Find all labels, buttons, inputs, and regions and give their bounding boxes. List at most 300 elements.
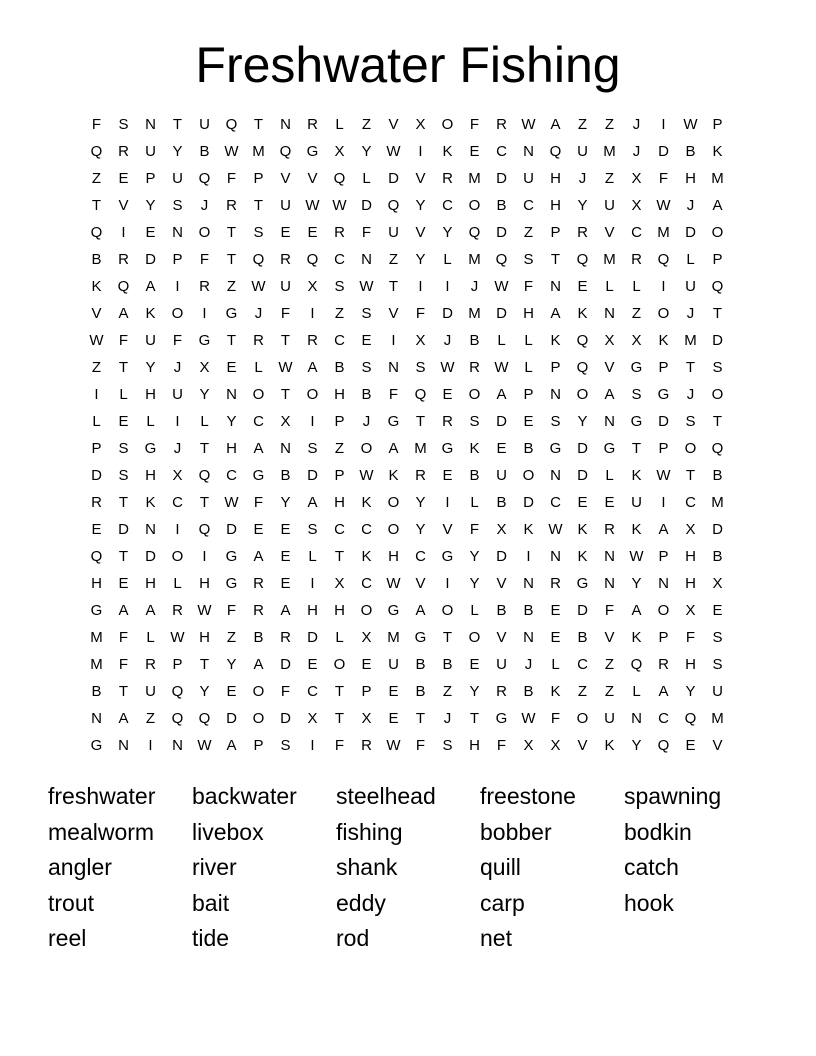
grid-letter: E (523, 413, 534, 430)
grid-letter: G (225, 548, 238, 565)
grid-letter: D (145, 548, 156, 565)
grid-letter: Y (577, 413, 588, 430)
grid-letter: H (145, 575, 156, 592)
grid-letter: C (361, 575, 372, 592)
grid-letter: I (202, 305, 207, 322)
grid-letter: U (712, 683, 723, 700)
grid-letter: R (658, 656, 669, 673)
grid-letter: K (631, 521, 642, 538)
grid-letter: J (524, 656, 533, 673)
grid-letter: E (307, 224, 318, 241)
word-bank-item: fishing (336, 818, 403, 845)
grid-letter: J (578, 170, 587, 187)
grid-letter: L (605, 278, 614, 295)
grid-letter: K (631, 629, 642, 646)
word-bank-item: livebox (192, 818, 264, 845)
grid-letter: Y (145, 197, 156, 214)
grid-letter: R (226, 197, 237, 214)
grid-letter: R (91, 494, 102, 511)
grid-letter: P (172, 251, 183, 268)
grid-row (83, 732, 731, 759)
grid-letter: F (280, 683, 291, 700)
grid-letter: B (712, 548, 723, 565)
grid-letter: V (415, 170, 426, 187)
grid-letter: I (445, 278, 450, 295)
grid-letter: A (226, 737, 237, 754)
grid-letter: W (629, 548, 644, 565)
grid-letter: Z (226, 629, 237, 646)
grid-letter: B (199, 143, 210, 160)
grid-letter: B (496, 494, 507, 511)
grid-letter: U (604, 710, 615, 727)
word-bank-item: tide (192, 925, 230, 952)
grid-row (83, 516, 731, 543)
grid-row (83, 111, 731, 138)
word-bank-item: river (192, 854, 237, 881)
grid-letter: V (712, 737, 723, 754)
grid-letter: E (118, 575, 129, 592)
grid-letter: G (630, 413, 643, 430)
grid-letter: D (280, 656, 291, 673)
grid-letter: J (632, 116, 641, 133)
grid-letter: W (494, 278, 509, 295)
grid-letter: B (685, 143, 696, 160)
grid-letter: E (604, 494, 615, 511)
grid-letter: E (712, 602, 723, 619)
grid-letter: V (604, 359, 615, 376)
grid-letter: K (604, 737, 615, 754)
grid-letter: B (415, 656, 426, 673)
grid-letter: Q (630, 656, 643, 673)
grid-letter: X (685, 521, 696, 538)
grid-letter: B (361, 386, 372, 403)
grid-letter: G (603, 440, 616, 457)
grid-letter: W (386, 737, 401, 754)
grid-letter: D (388, 170, 399, 187)
grid-letter: X (199, 359, 210, 376)
grid-letter: Y (631, 575, 642, 592)
grid-letter: I (445, 494, 450, 511)
grid-letter: N (280, 440, 291, 457)
grid-letter: Q (468, 224, 481, 241)
grid-letter: B (523, 602, 534, 619)
grid-letter: M (657, 224, 670, 241)
grid-letter: K (91, 278, 102, 295)
grid-letter: Z (91, 359, 102, 376)
grid-letter: D (496, 170, 507, 187)
grid-letter: N (550, 386, 561, 403)
grid-letter: L (470, 602, 479, 619)
grid-letter: Z (604, 683, 615, 700)
grid-letter: Z (523, 224, 534, 241)
grid-letter: T (280, 386, 291, 403)
grid-letter: Q (198, 170, 211, 187)
grid-letter: S (172, 197, 183, 214)
grid-letter: W (656, 197, 671, 214)
grid-letter: E (550, 602, 561, 619)
grid-letter: A (118, 602, 129, 619)
grid-letter: M (684, 332, 697, 349)
grid-row (83, 462, 731, 489)
grid-letter: I (148, 737, 153, 754)
grid-letter: H (307, 602, 318, 619)
letter-grid (83, 111, 731, 759)
grid-letter: Q (684, 710, 697, 727)
grid-letter: E (118, 413, 129, 430)
grid-letter: Q (576, 332, 589, 349)
grid-letter: O (252, 710, 265, 727)
grid-letter: L (470, 494, 479, 511)
grid-letter: U (280, 197, 291, 214)
grid-letter: H (388, 548, 399, 565)
grid-letter: S (550, 413, 561, 430)
grid-letter: W (386, 143, 401, 160)
grid-letter: C (496, 143, 507, 160)
grid-letter: M (711, 710, 724, 727)
grid-letter: Q (576, 359, 589, 376)
grid-letter: P (361, 683, 372, 700)
grid-letter: F (361, 224, 372, 241)
grid-letter: K (469, 440, 480, 457)
grid-letter: B (577, 629, 588, 646)
grid-letter: G (549, 440, 562, 457)
grid-letter: F (226, 602, 237, 619)
grid-letter: K (361, 548, 372, 565)
grid-letter: D (658, 413, 669, 430)
grid-letter: S (469, 413, 480, 430)
grid-letter: Y (361, 143, 372, 160)
grid-letter: N (523, 629, 534, 646)
grid-letter: L (200, 413, 209, 430)
grid-letter: G (630, 359, 643, 376)
grid-letter: X (631, 197, 642, 214)
grid-letter: Q (657, 251, 670, 268)
grid-letter: J (686, 386, 695, 403)
grid-letter: Y (226, 413, 237, 430)
grid-letter: M (468, 170, 481, 187)
grid-letter: S (631, 386, 642, 403)
grid-letter: G (144, 440, 157, 457)
grid-letter: Z (388, 251, 399, 268)
grid-letter: H (550, 197, 561, 214)
grid-letter: D (496, 413, 507, 430)
grid-letter: L (605, 467, 614, 484)
grid-row (83, 192, 731, 219)
grid-letter: O (576, 386, 589, 403)
grid-letter: D (523, 494, 534, 511)
grid-letter: E (469, 143, 480, 160)
grid-letter: K (631, 467, 642, 484)
grid-letter: C (226, 467, 237, 484)
grid-letter: B (91, 251, 102, 268)
grid-letter: L (119, 386, 128, 403)
grid-letter: F (604, 602, 615, 619)
grid-letter: L (335, 629, 344, 646)
grid-letter: F (118, 629, 129, 646)
grid-letter: I (202, 548, 207, 565)
grid-letter: X (496, 521, 507, 538)
grid-row (83, 678, 731, 705)
page-title: Freshwater Fishing (195, 37, 621, 93)
grid-letter: C (658, 710, 669, 727)
grid-letter: E (280, 521, 291, 538)
grid-letter: L (146, 413, 155, 430)
grid-letter: U (388, 224, 399, 241)
grid-letter: A (280, 602, 291, 619)
grid-letter: M (711, 170, 724, 187)
grid-letter: B (523, 440, 534, 457)
grid-letter: O (333, 656, 346, 673)
grid-letter: J (362, 413, 371, 430)
grid-letter: A (604, 386, 615, 403)
grid-letter: N (280, 116, 291, 133)
word-bank (48, 779, 768, 957)
grid-letter: J (686, 305, 695, 322)
grid-letter: L (524, 359, 533, 376)
grid-letter: X (523, 737, 534, 754)
grid-letter: H (685, 656, 696, 673)
grid-letter: A (253, 656, 264, 673)
grid-letter: H (145, 467, 156, 484)
grid-letter: S (307, 440, 318, 457)
grid-letter: A (253, 440, 264, 457)
grid-letter: S (334, 278, 345, 295)
grid-letter: B (469, 467, 480, 484)
grid-letter: S (280, 737, 291, 754)
grid-letter: R (496, 683, 507, 700)
grid-letter: G (441, 548, 454, 565)
grid-letter: S (253, 224, 264, 241)
grid-letter: E (442, 386, 453, 403)
grid-letter: F (469, 521, 480, 538)
grid-letter: S (685, 413, 696, 430)
grid-letter: H (469, 737, 480, 754)
grid-letter: U (145, 143, 156, 160)
grid-letter: D (145, 251, 156, 268)
grid-letter: F (118, 332, 129, 349)
word-bank-item: catch (624, 854, 679, 881)
grid-letter: T (334, 683, 345, 700)
grid-letter: Y (469, 683, 480, 700)
grid-letter: P (658, 359, 669, 376)
grid-letter: E (307, 656, 318, 673)
grid-letter: U (145, 683, 156, 700)
grid-letter: M (603, 251, 616, 268)
grid-letter: Q (90, 548, 103, 565)
grid-letter: C (334, 332, 345, 349)
grid-letter: R (145, 656, 156, 673)
grid-letter: D (496, 548, 507, 565)
grid-letter: O (306, 386, 319, 403)
grid-letter: E (577, 494, 588, 511)
grid-letter: U (604, 197, 615, 214)
grid-letter: L (524, 332, 533, 349)
grid-letter: Q (711, 440, 724, 457)
grid-letter: D (307, 629, 318, 646)
grid-letter: D (442, 305, 453, 322)
grid-letter: P (253, 170, 264, 187)
grid-letter: R (307, 116, 318, 133)
grid-letter: F (523, 278, 534, 295)
grid-letter: G (387, 602, 400, 619)
word-bank-item: hook (624, 889, 674, 916)
grid-letter: X (172, 467, 183, 484)
grid-letter: T (172, 116, 183, 133)
grid-letter: T (334, 710, 345, 727)
word-bank-item: net (480, 925, 512, 952)
grid-letter: F (334, 737, 345, 754)
grid-letter: C (415, 548, 426, 565)
grid-letter: Z (334, 440, 345, 457)
grid-letter: W (683, 116, 698, 133)
grid-letter: D (91, 467, 102, 484)
grid-letter: B (712, 467, 723, 484)
grid-letter: T (415, 413, 426, 430)
grid-letter: X (307, 710, 318, 727)
grid-letter: X (334, 575, 345, 592)
word-bank-item: bodkin (624, 818, 692, 845)
grid-letter: I (310, 575, 315, 592)
grid-letter: F (496, 737, 507, 754)
grid-letter: N (658, 575, 669, 592)
grid-letter: M (252, 143, 265, 160)
grid-letter: T (253, 197, 264, 214)
grid-letter: H (685, 575, 696, 592)
grid-letter: R (118, 251, 129, 268)
grid-letter: W (278, 359, 293, 376)
grid-letter: O (684, 440, 697, 457)
grid-letter: T (199, 494, 210, 511)
grid-letter: E (469, 656, 480, 673)
grid-letter: Q (657, 737, 670, 754)
grid-letter: P (523, 386, 534, 403)
grid-letter: A (145, 278, 156, 295)
grid-row (83, 597, 731, 624)
grid-letter: O (657, 305, 670, 322)
grid-letter: D (685, 224, 696, 241)
grid-letter: Q (279, 143, 292, 160)
grid-letter: G (90, 737, 103, 754)
grid-letter: H (334, 386, 345, 403)
grid-letter: U (631, 494, 642, 511)
grid-letter: D (658, 143, 669, 160)
grid-letter: T (388, 278, 399, 295)
grid-letter: V (118, 197, 129, 214)
grid-letter: F (469, 116, 480, 133)
grid-letter: Y (577, 197, 588, 214)
grid-letter: W (386, 575, 401, 592)
grid-letter: P (334, 467, 345, 484)
grid-letter: X (604, 332, 615, 349)
grid-letter: L (551, 656, 560, 673)
grid-letter: O (468, 629, 481, 646)
grid-letter: P (550, 224, 561, 241)
grid-letter: U (199, 116, 210, 133)
grid-letter: Y (226, 656, 237, 673)
grid-letter: P (91, 440, 102, 457)
grid-letter: A (388, 440, 399, 457)
grid-letter: K (550, 332, 561, 349)
grid-letter: T (118, 494, 129, 511)
grid-letter: A (253, 548, 264, 565)
grid-letter: M (468, 251, 481, 268)
grid-letter: I (310, 305, 315, 322)
grid-letter: O (252, 683, 265, 700)
grid-letter: O (387, 494, 400, 511)
grid-letter: D (712, 332, 723, 349)
grid-letter: B (442, 656, 453, 673)
grid-letter: P (712, 116, 723, 133)
grid-letter: O (387, 521, 400, 538)
grid-letter: Y (442, 224, 453, 241)
grid-letter: E (253, 521, 264, 538)
word-bank-item: reel (48, 925, 87, 952)
grid-letter: K (550, 683, 561, 700)
grid-letter: A (307, 494, 318, 511)
grid-letter: O (198, 224, 211, 241)
grid-letter: Y (172, 143, 183, 160)
grid-row (83, 165, 731, 192)
grid-letter: T (226, 224, 237, 241)
grid-letter: B (280, 467, 291, 484)
grid-letter: G (657, 386, 670, 403)
grid-letter: Q (333, 170, 346, 187)
grid-letter: K (712, 143, 723, 160)
grid-letter: Q (198, 467, 211, 484)
grid-letter: R (577, 224, 588, 241)
grid-letter: R (334, 224, 345, 241)
grid-letter: C (361, 521, 372, 538)
grid-letter: L (632, 278, 641, 295)
grid-letter: F (550, 710, 561, 727)
grid-letter: N (172, 224, 183, 241)
grid-letter: Y (415, 197, 426, 214)
grid-letter: S (361, 359, 372, 376)
word-bank-item: quill (480, 854, 521, 881)
grid-letter: O (360, 602, 373, 619)
grid-letter: F (118, 656, 129, 673)
grid-letter: Y (469, 548, 480, 565)
grid-letter: T (91, 197, 102, 214)
grid-letter: N (604, 548, 615, 565)
grid-letter: X (631, 332, 642, 349)
grid-row (83, 381, 731, 408)
grid-letter: M (387, 629, 400, 646)
grid-letter: F (415, 737, 426, 754)
grid-row (83, 300, 731, 327)
grid-letter: O (171, 305, 184, 322)
grid-letter: N (631, 710, 642, 727)
grid-letter: Y (415, 521, 426, 538)
grid-letter: F (226, 170, 237, 187)
grid-letter: V (388, 305, 399, 322)
grid-letter: W (521, 710, 536, 727)
grid-letter: D (577, 467, 588, 484)
grid-letter: T (685, 467, 696, 484)
grid-letter: J (686, 197, 695, 214)
grid-letter: Y (685, 683, 696, 700)
grid-row (83, 570, 731, 597)
grid-letter: N (604, 305, 615, 322)
grid-letter: J (173, 440, 182, 457)
word-bank-item: backwater (192, 783, 297, 809)
grid-letter: W (359, 467, 374, 484)
grid-letter: U (496, 656, 507, 673)
grid-letter: E (280, 224, 291, 241)
grid-letter: Z (604, 116, 615, 133)
grid-letter: T (253, 116, 264, 133)
grid-letter: G (495, 710, 508, 727)
